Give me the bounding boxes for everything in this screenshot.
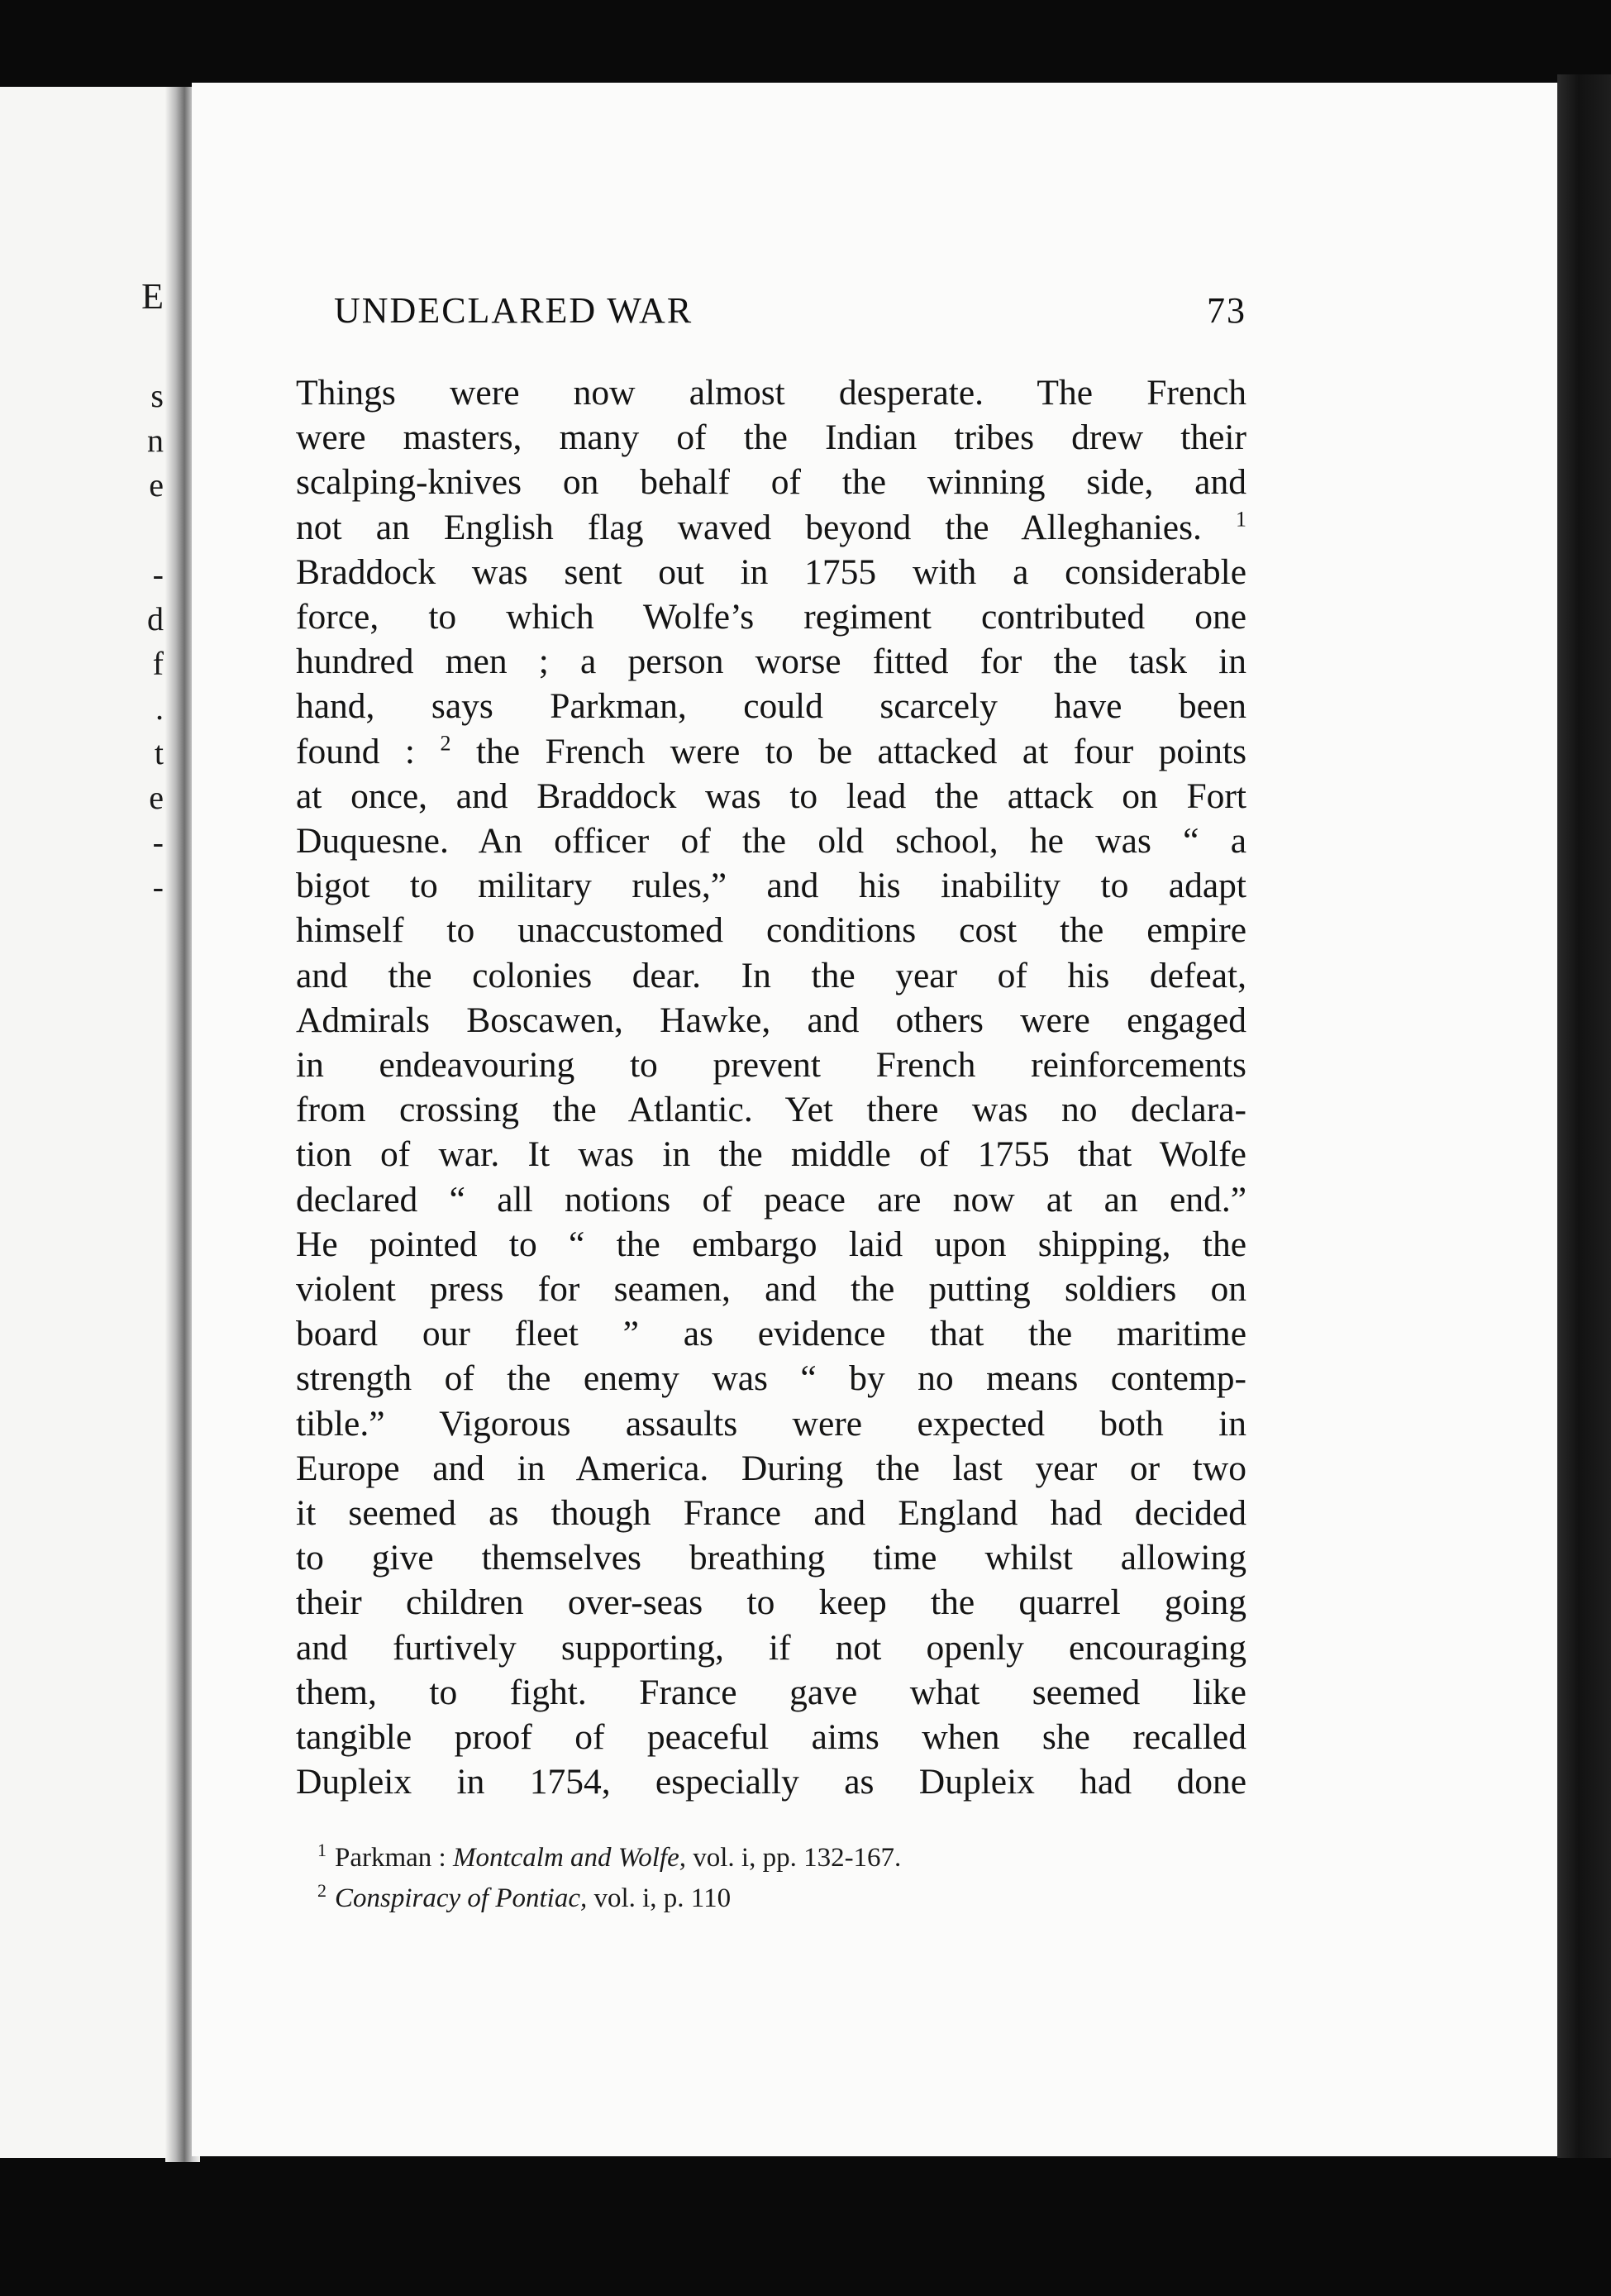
text-line: Things were now almost desperate. The French [296, 373, 1246, 413]
text-line: in endeavouring to prevent French reinforcements [296, 1045, 1246, 1086]
text-line: tangible proof of peaceful aims when she recalled [296, 1717, 1246, 1758]
left-page-fragment: e [149, 779, 164, 816]
text-line: violent press for seamen, and the putting soldiers on [296, 1269, 1246, 1310]
left-page-fragment: n [147, 422, 164, 459]
text-line: Braddock was sent out in 1755 with a considerable [296, 551, 1246, 592]
left-page-fragment: - [152, 823, 164, 861]
text-line: Admirals Boscawen, Hawke, and others were engaged [296, 1000, 1246, 1040]
left-page-fragment: - [152, 556, 164, 593]
text-line: them, to fight. France gave what seemed like [296, 1672, 1246, 1712]
text-line: tion of war. It was in the middle of 1755 that Wolfe [296, 1134, 1246, 1175]
left-page-fragment: s [150, 377, 164, 414]
footnote-rest: vol. i, p. 110 [593, 1883, 732, 1913]
text-line-content: not an English flag waved beyond the Alleghanies. [296, 507, 1202, 547]
footnote-2 [317, 1874, 1243, 1915]
text-line-content: the French were to be attacked at four points [475, 731, 1246, 771]
text-line: at once, and Braddock was to lead the attack on Fort [296, 776, 1246, 816]
body-text [296, 370, 1246, 1805]
text-line: tible.” Vigorous assaults were expected both in [296, 1403, 1246, 1444]
text-line: to give themselves breathing time whilst allowing [296, 1538, 1246, 1578]
text-line: bigot to military rules,” and his inability to adapt [296, 866, 1246, 906]
footnote-title: Montcalm and Wolfe, [452, 1843, 686, 1873]
text-line: hand, says Parkman, could scarcely have been [296, 686, 1246, 727]
text-line: Duquesne. An officer of the old school, he was “ a [296, 821, 1246, 862]
footnote-ref-1: 1 [1236, 507, 1247, 532]
text-line: He pointed to “ the embargo laid upon shipping, the [296, 1224, 1246, 1264]
footnote-marker: 1 [317, 1840, 326, 1860]
text-line: Dupleix in 1754, especially as Dupleix had done [296, 1762, 1246, 1802]
book-cover-edge [1557, 74, 1611, 2158]
text-line: hundred men ; a person worse fitted for the task in [296, 642, 1246, 682]
text-line: and the colonies dear. In the year of his defeat, [296, 955, 1246, 995]
left-page-fragment: . [155, 690, 164, 727]
footnote-1 [317, 1834, 1243, 1874]
text-line: declared “ all notions of peace are now at an end.” [296, 1179, 1246, 1220]
left-page-fragment: f [152, 645, 164, 682]
page-number: 73 [1207, 290, 1246, 331]
text-line: their children over-seas to keep the quarrel going [296, 1582, 1246, 1623]
text-line: it seemed as though France and England had decided [296, 1493, 1246, 1534]
footnote-title: Conspiracy of Pontiac, [335, 1883, 588, 1913]
text-line: scalping-knives on behalf of the winning side, and [296, 462, 1246, 503]
text-line: strength of the enemy was “ by no means contemp- [296, 1358, 1246, 1399]
left-page-fragment: E [141, 276, 164, 317]
text-line: board our fleet ” as evidence that the maritime [296, 1314, 1246, 1354]
running-title: UNDECLARED WAR [334, 290, 693, 331]
text-line: force, to which Wolfe’s regiment contributed one [296, 597, 1246, 637]
left-page-fragment: d [147, 600, 164, 637]
text-line-content: found : [296, 731, 416, 771]
footnote-ref-2: 2 [440, 731, 451, 756]
text-line: were masters, many of the Indian tribes drew their [296, 418, 1246, 458]
text-line [296, 505, 1246, 550]
left-page-fragment: - [152, 868, 164, 905]
footnote-rest: vol. i, pp. 132-167. [693, 1843, 902, 1873]
page-header [334, 289, 1246, 336]
footnote-marker: 2 [317, 1880, 326, 1901]
left-facing-page [0, 87, 174, 2158]
text-line: himself to unaccustomed conditions cost the empire [296, 910, 1246, 951]
footnote-author: Parkman : [335, 1843, 446, 1873]
text-line [296, 729, 1246, 774]
footnotes [317, 1834, 1243, 1915]
left-page-fragment: e [149, 466, 164, 504]
text-line: and furtively supporting, if not openly encouraging [296, 1627, 1246, 1668]
text-line: from crossing the Atlantic. Yet there was no declara- [296, 1090, 1246, 1130]
text-line: Europe and in America. During the last year or two [296, 1448, 1246, 1488]
left-page-fragment: t [154, 734, 164, 771]
